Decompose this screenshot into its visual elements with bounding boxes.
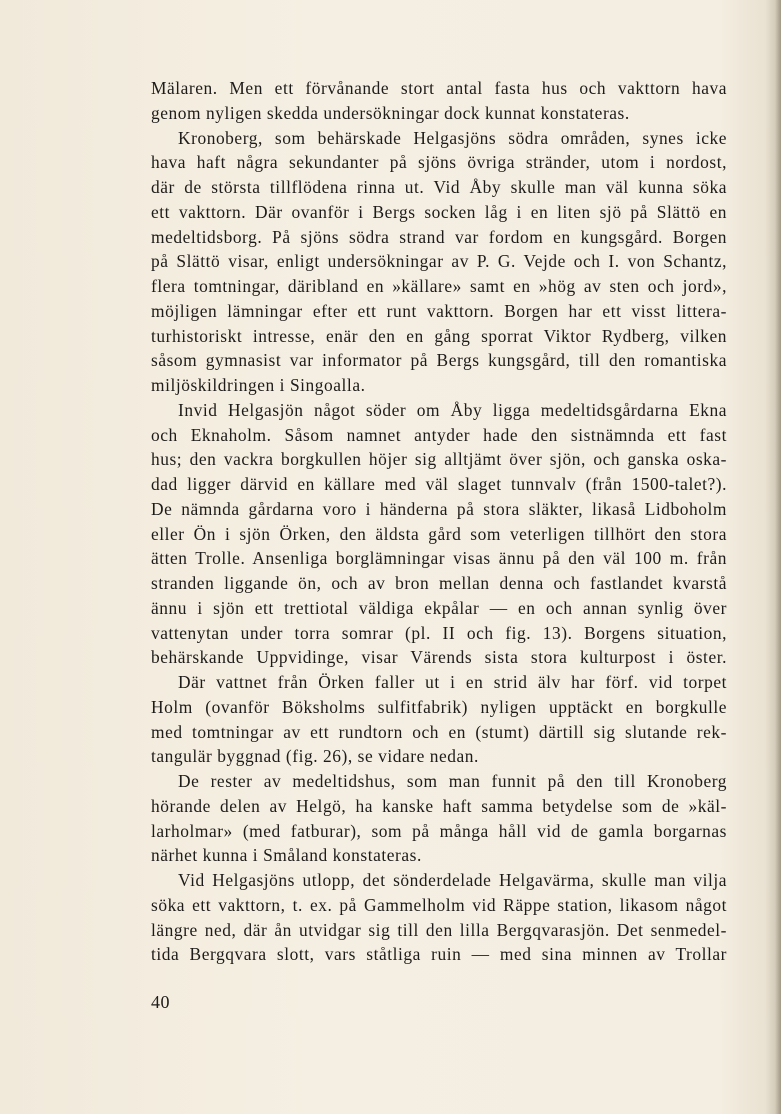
text-line: längre ned, där ån utvidgar sig till den lilla Bergqvarasjön. Det senmedel-	[151, 919, 727, 940]
text-line: stranden liggande ön, och av bron mellan denna och fastlandet kvarstå	[151, 573, 727, 593]
text-line: Holm (ovanför Böksholms sulfitfabrik) nyligen upptäckt en borgkulle	[151, 696, 727, 717]
text-line: turhistoriskt intresse, enär den en gång sporrat Viktor Rydberg, vilken	[151, 325, 727, 346]
text-line: söka ett vakttorn, t. ex. på Gammelholm vid Räppe station, likasom något	[151, 894, 727, 915]
page-edge-shadow	[775, 0, 781, 1114]
paragraph-2	[151, 126, 727, 398]
text-line: hörande delen av Helgö, ha kanske haft samma betydelse som de »käl-	[151, 795, 727, 816]
text-line: dad ligger därvid en källare med väl slaget tunnvalv (från 1500-talet?).	[151, 474, 727, 494]
text-line: tida Bergqvara slott, vars ståtliga ruin — med sina minnen av Trollar	[151, 944, 727, 965]
text-line: Kronoberg, som behärskade Helgasjöns södra områden, synes icke	[178, 127, 727, 148]
text-line: vattenytan under torra somrar (pl. II och fig. 13). Borgens situation,	[151, 622, 727, 643]
paragraph-1	[151, 76, 727, 126]
text-line: Mälaren. Men ett förvånande stort antal fasta hus och vakttorn hava	[151, 78, 727, 98]
text-line: miljöskildringen i Singoalla.	[151, 375, 366, 395]
text-line: där de största tillflödena rinna ut. Vid Åby skulle man väl kunna söka	[151, 177, 727, 197]
text-line: eller Ön i sjön Örken, den äldsta gård som veterligen tillhört den stora	[151, 523, 727, 544]
text-line: hava haft några sekundanter på sjöns övriga stränder, utom i nordost,	[151, 152, 727, 173]
paragraph-6	[151, 868, 727, 967]
text-line: närhet kunna i Småland konstateras.	[151, 845, 422, 866]
text-line: möjligen lämningar efter ett runt vakttorn. Borgen har ett visst littera-	[151, 300, 727, 321]
text-line: De nämnda gårdarna voro i händerna på stora släkter, likaså Lidboholm	[151, 498, 727, 519]
text-line: flera tomtningar, däribland en »källare» samt en »hög av sten och jord»,	[151, 276, 727, 296]
text-line: tangulär byggnad (fig. 26), se vidare nedan.	[151, 746, 479, 767]
text-line: behärskande Uppvidinge, visar Värends sista stora kulturpost i öster.	[151, 647, 727, 668]
text-line: ännu i sjön ett trettiotal väldiga ekpålar — en och annan synlig över	[151, 597, 727, 618]
text-line: såsom gymnasist var informator på Bergs kungsgård, till den romantiska	[151, 350, 727, 371]
body-text	[151, 76, 727, 967]
text-line: larholmar» (med fatburar), som på många håll vid de gamla borgarnas	[151, 820, 727, 841]
page-number: 40	[151, 992, 170, 1012]
text-line: Invid Helgasjön något söder om Åby ligga medeltidsgårdarna Ekna	[178, 399, 727, 420]
text-line: ätten Trolle. Ansenliga borglämningar visas ännu på den väl 100 m. från	[151, 548, 727, 569]
text-line: Vid Helgasjöns utlopp, det sönderdelade Helgavärma, skulle man vilja	[178, 870, 727, 890]
text-line: genom nyligen skedda undersökningar dock kunnat konstateras.	[151, 102, 630, 123]
text-line: De rester av medeltidshus, som man funnit på den till Kronoberg	[178, 771, 727, 791]
paragraph-3	[151, 398, 727, 670]
text-line: på Slättö visar, enligt undersökningar av P. G. Vejde och I. von Schantz,	[151, 251, 727, 272]
text-line: medeltidsborg. På sjöns södra strand var fordom en kungsgård. Borgen	[151, 226, 727, 247]
paragraph-4	[151, 670, 727, 769]
text-line: Där vattnet från Örken faller ut i en strid älv har förf. vid torpet	[178, 672, 727, 692]
text-line: och Eknaholm. Såsom namnet antyder hade den sistnämnda ett fast	[151, 424, 727, 445]
text-line: hus; den vackra borgkullen höjer sig alltjämt över sjön, och ganska oska-	[151, 449, 727, 470]
text-line: med tomtningar av ett rundtorn och en (stumt) därtill sig slutande rek-	[151, 721, 727, 742]
text-line: ett vakttorn. Där ovanför i Bergs socken låg i en liten sjö på Slättö en	[151, 201, 727, 222]
paragraph-5	[151, 769, 727, 868]
